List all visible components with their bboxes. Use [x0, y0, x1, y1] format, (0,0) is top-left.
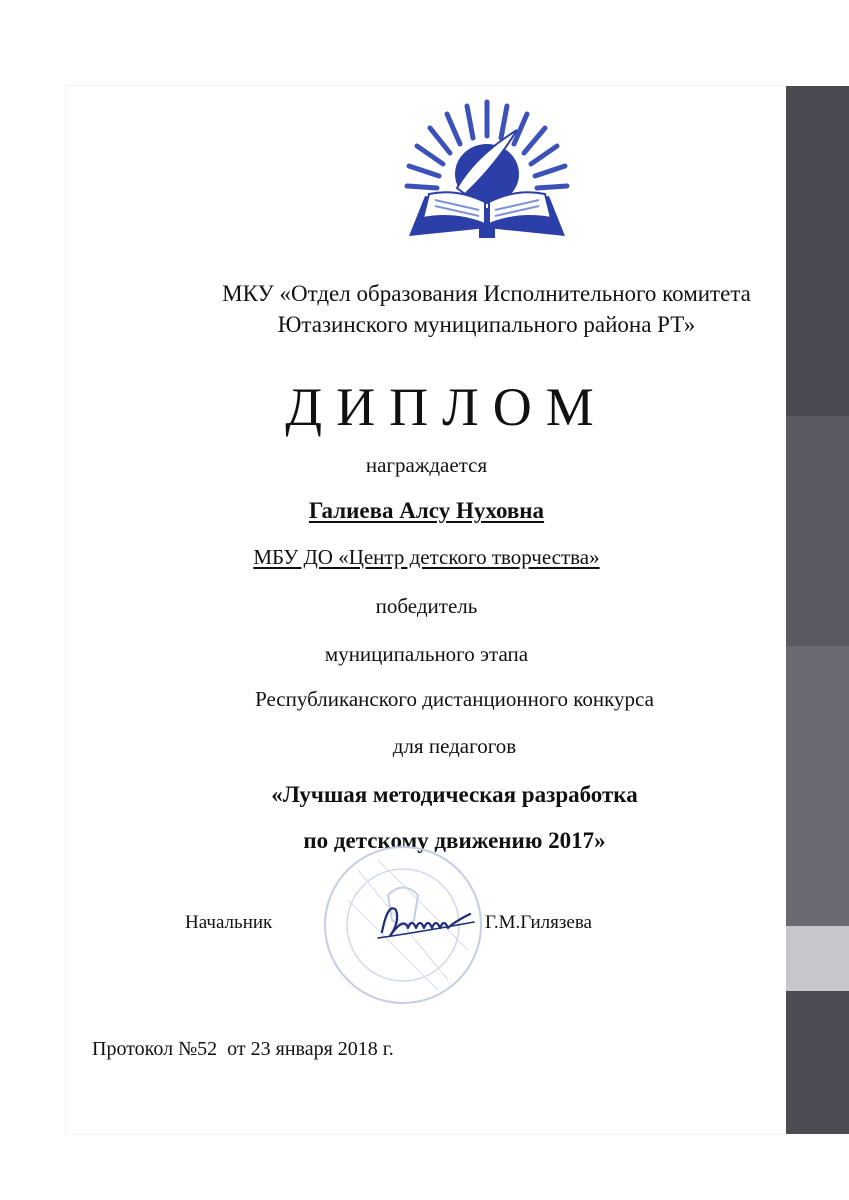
achievement-contest: Республиканского дистанционного конкурса [255, 687, 654, 711]
book-quill-sun-emblem-icon [395, 96, 575, 256]
scan-margin [0, 0, 849, 86]
recipient-name: Галиева Алсу Нуховна [308, 498, 545, 523]
achievement-stage: муниципального этапа [324, 642, 529, 666]
protocol-number: Протокол №52 [92, 1038, 218, 1060]
recipient-institution: МБУ ДО «Центр детского творчества» [253, 545, 600, 569]
achievement-status: победитель [375, 594, 478, 618]
signer-name: Г.М.Гилязева [485, 912, 592, 933]
signer-position: Начальник [185, 912, 273, 933]
diploma-title: ДИПЛОМ [285, 377, 608, 437]
contest-title-line-2: по детскому движению 2017» [303, 828, 606, 853]
organization-line-1: МКУ «Отдел образования Исполнительного комитета [222, 281, 751, 306]
achievement-audience: для педагогов [392, 734, 517, 758]
organization-line-2: Ютазинского муниципального района РТ» [277, 312, 696, 337]
handwritten-signature-icon [370, 892, 480, 948]
contest-title-line-1: «Лучшая методическая разработка [271, 782, 638, 807]
protocol-date: от 23 января 2018 г. [227, 1038, 394, 1060]
awarded-text: награждается [365, 453, 488, 477]
protocol-line [92, 1038, 394, 1061]
